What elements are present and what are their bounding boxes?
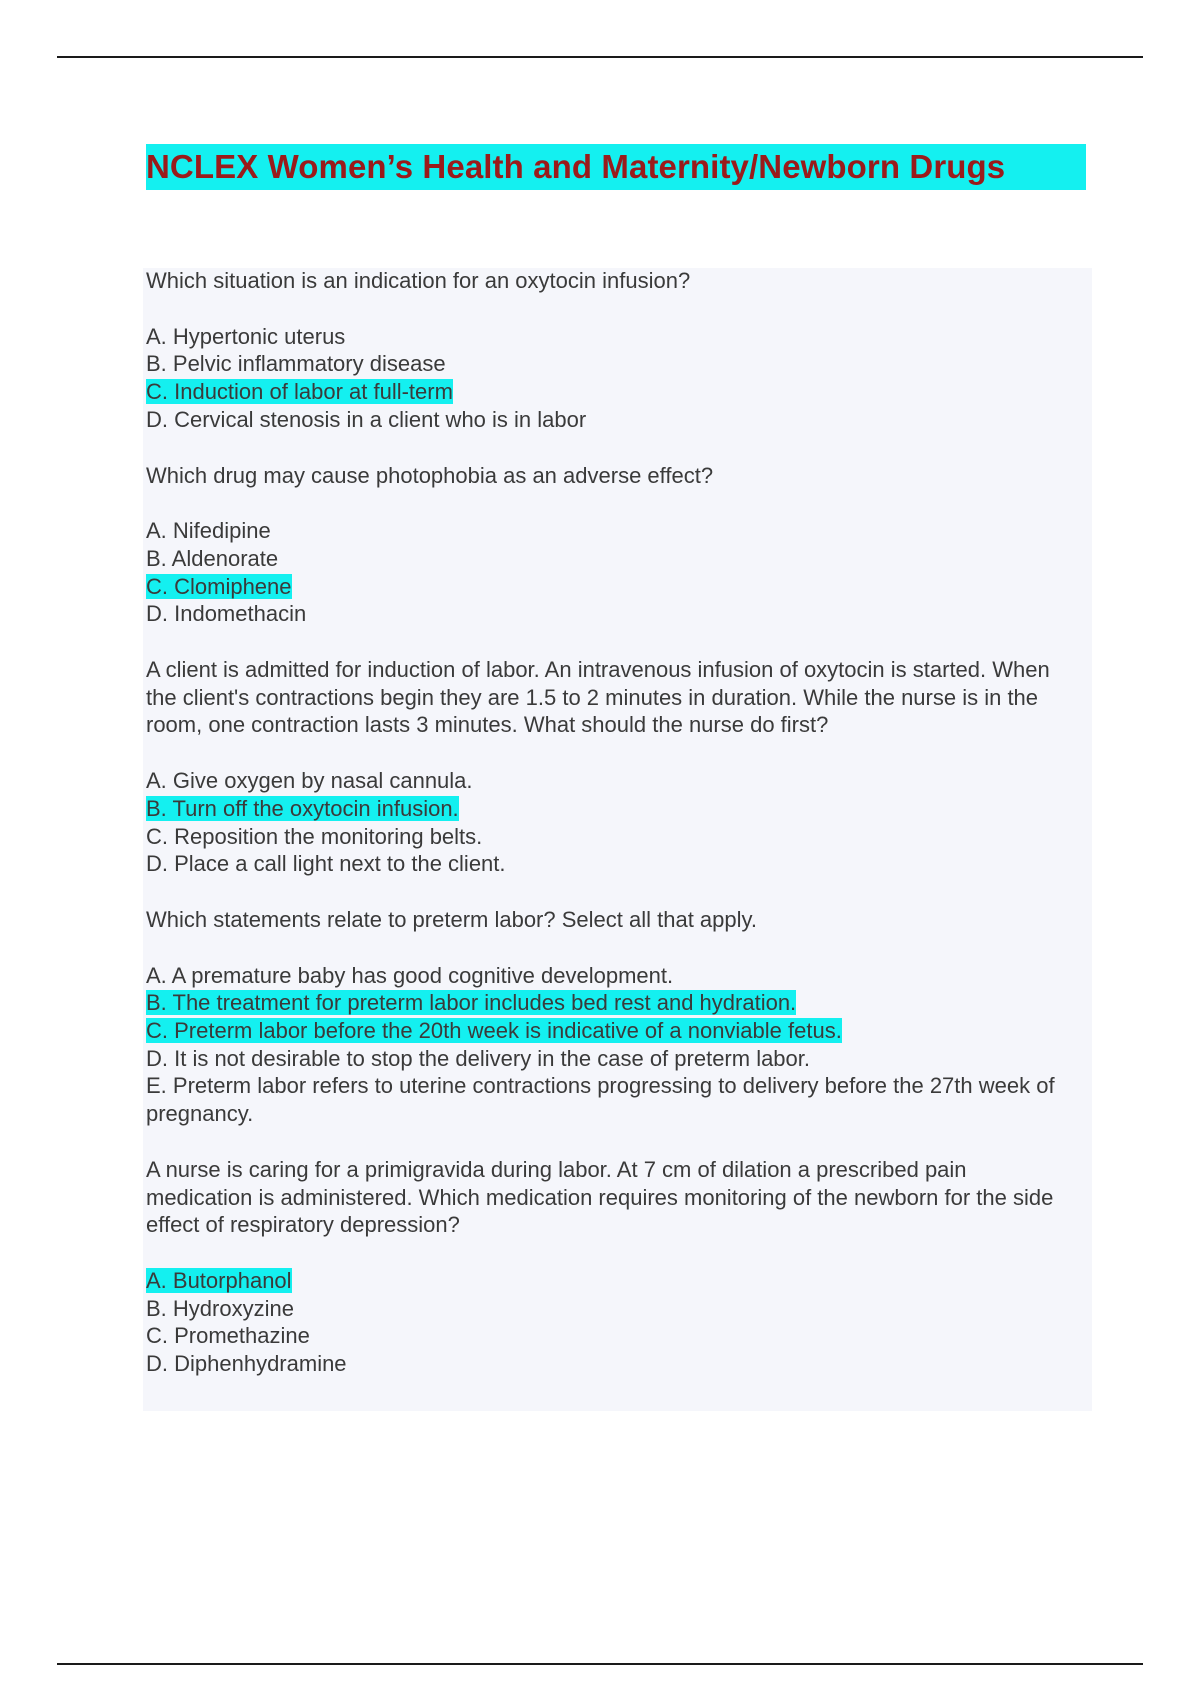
question-block-5 xyxy=(146,1156,1076,1378)
question-block-3 xyxy=(146,656,1076,878)
answer-option: B. Pelvic inflammatory disease xyxy=(146,351,446,377)
option-list xyxy=(146,1267,1076,1378)
title-highlight xyxy=(146,144,1086,190)
correct-answer-option: A. Butorphanol xyxy=(146,1267,292,1293)
question-text: A client is admitted for induction of labor. An intravenous infusion of oxytocin is started. When the client's contractions begin they are 1.5 to 2 minutes in duration. While the nurse is in the room, one contraction lasts 3 minutes. What should the nurse do first? xyxy=(146,657,1050,738)
document-title: NCLEX Women’s Health and Maternity/Newborn Drugs xyxy=(146,148,1006,185)
answer-option: A. Give oxygen by nasal cannula. xyxy=(146,768,473,794)
correct-answer-option: C. Preterm labor before the 20th week is indicative of a nonviable fetus. xyxy=(146,1018,842,1044)
option-list xyxy=(146,962,1076,1128)
answer-option: B. Aldenorate xyxy=(146,545,279,571)
question-block-4 xyxy=(146,906,1076,1128)
option-list xyxy=(146,517,1076,628)
option-list xyxy=(146,323,1076,434)
answer-option: A. A premature baby has good cognitive development. xyxy=(146,962,674,988)
answer-option: A. Hypertonic uterus xyxy=(146,323,346,349)
bottom-divider xyxy=(57,1663,1143,1665)
option-list xyxy=(146,767,1076,878)
question-block-1 xyxy=(146,267,1076,434)
answer-option: C. Promethazine xyxy=(146,1323,310,1349)
answer-option: A. Nifedipine xyxy=(146,518,271,544)
questions-content xyxy=(146,267,1076,1406)
answer-option: D. Indomethacin xyxy=(146,601,307,627)
correct-answer-option: C. Clomiphene xyxy=(146,573,292,599)
question-text: Which statements relate to preterm labor? Select all that apply. xyxy=(146,906,757,932)
top-divider xyxy=(57,56,1143,58)
correct-answer-option: B. Turn off the oxytocin infusion. xyxy=(146,795,459,821)
answer-option: D. Diphenhydramine xyxy=(146,1351,347,1377)
question-text: A nurse is caring for a primigravida during labor. At 7 cm of dilation a prescribed pain medication is administered. Which medication requires monitoring of the newborn for the side effect of respiratory depression? xyxy=(146,1156,1054,1238)
answer-option: B. Hydroxyzine xyxy=(146,1295,294,1321)
correct-answer-option: B. The treatment for preterm labor includes bed rest and hydration. xyxy=(146,990,797,1016)
answer-option: D. Cervical stenosis in a client who is in labor xyxy=(146,406,587,432)
answer-option: C. Reposition the monitoring belts. xyxy=(146,823,483,849)
question-block-2 xyxy=(146,462,1076,629)
question-text: Which drug may cause photophobia as an adverse effect? xyxy=(146,462,714,488)
answer-option: D. Place a call light next to the client. xyxy=(146,851,506,877)
answer-option: E. Preterm labor refers to uterine contractions progressing to delivery before the 27th week of pregnancy. xyxy=(146,1073,1055,1127)
correct-answer-option: C. Induction of labor at full-term xyxy=(146,379,453,405)
question-text: Which situation is an indication for an oxytocin infusion? xyxy=(146,268,691,293)
answer-option: D. It is not desirable to stop the delivery in the case of preterm labor. xyxy=(146,1045,811,1071)
